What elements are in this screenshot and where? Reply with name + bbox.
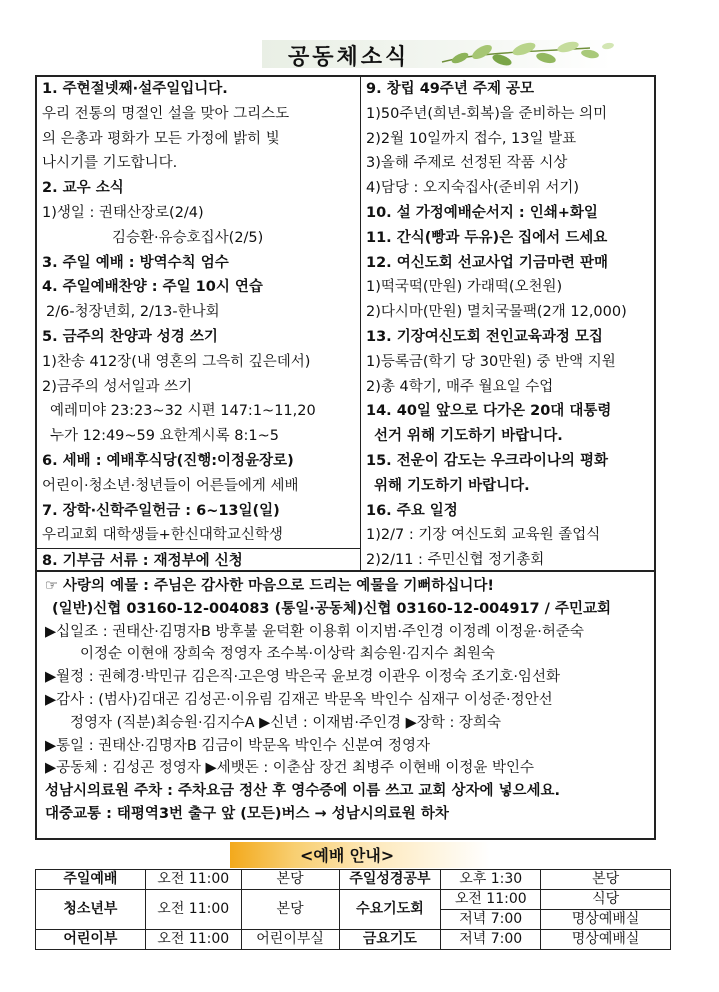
right-line: 4)담당 : 오지숙집사(준비위 서기) [366,180,579,197]
left-line: 4. 주일예배찬양 : 주일 10시 연습 [42,279,263,296]
right-line: 10. 설 가정예배순서지 : 인쇄+화일 [366,204,598,221]
worship-time: 오전 11:00 [145,930,241,950]
offering-line: ▶십일조 : 권태산·김명자B 방후불 윤덕환 이용휘 이지범·주인경 이정례 이정윤·허준숙 [45,623,584,640]
worship-time: 오전 11:00 [145,870,241,890]
worship-time: 오후 1:30 [441,870,541,890]
right-line: 9. 창립 49주년 주제 공모 [366,81,535,97]
worship-header [230,840,490,872]
right-line: 1)50주년(희년-회복)을 준비하는 의미 [366,105,608,122]
left-line: 7. 장학·신학주일헌금 : 6~13일(일) [42,502,280,519]
left-line: 1)생일 : 권태산장로(2/4) [42,204,204,221]
left-line: 어린이·청소년·청년들이 어른들에게 세배 [42,477,299,494]
worship-time: 오전 11:00 [145,890,241,930]
left-line: 나시기를 기도합니다. [42,155,178,172]
offering-line: 대중교통 : 태평역3번 출구 앞 (모든)버스 → 성남시의료원 하차 [45,805,449,822]
right-line: 16. 주요 일정 [366,502,458,519]
offering-line: ☞ 사랑의 예물 : 주님은 감사한 마음으로 드리는 예물을 기뻐하십니다! [45,578,495,594]
left-line: 6. 세배 : 예배후식당(진행:이정윤장로) [42,452,294,469]
offering-line: ▶공동체 : 김성곤 정영자 ▶세뱃돈 : 이춘삼 장건 최병주 이현배 이정윤 박인수 [45,760,534,777]
worship-time: 저녁 7:00 [441,910,541,930]
offering-line: ▶감사 : (범사)김대곤 김성곤·이유림 김재곤 박문옥 박인수 심재구 이성준·정안선 [45,691,553,708]
right-line: 15. 전운이 감도는 우크라이나의 평화 [366,452,608,469]
section-header [262,38,612,70]
worship-place: 식당 [541,890,671,910]
left-line: 우리교회 대학생들+한신대학교신학생 [37,523,360,549]
offering-line: 정영자 (직분)최승원·김지수A ▶신년 : 이재범·주인경 ▶장학 : 장희숙 [70,714,501,731]
left-line: 1)찬송 412장(내 영혼의 그윽히 깊은데서) [42,353,311,370]
right-line: 선거 위해 기도하기 바랍니다. [374,428,563,445]
right-line: 위해 기도하기 바랍니다. [374,477,530,494]
left-line: 1. 주현절넷째·설주일입니다. [42,81,228,97]
right-line: 1)등록금(학기 당 30만원) 중 반액 지원 [366,353,616,370]
table-row [36,870,671,890]
table-row [36,930,671,950]
left-line: 3. 주일 예배 : 방역수칙 엄수 [42,254,229,271]
worship-title: <예배 안내> [300,846,395,865]
table-row [36,890,671,910]
right-line: 2)다시마(만원) 멸치국물팩(2개 12,000) [366,304,627,321]
worship-name: 금요기도 [339,930,441,950]
offering-line: 이정순 이현애 장희숙 정영자 조수복·이상락 최승원·김지수 최원숙 [80,646,496,663]
offering-line: ▶통일 : 권태산·김명자B 김금이 박문옥 박인수 신분여 정영자 [45,737,431,754]
worship-place: 본당 [241,890,339,930]
worship-time: 저녁 7:00 [441,930,541,950]
worship-table [35,869,671,950]
right-line: 1)2/7 : 기장 여신도회 교육원 졸업식 [366,527,601,544]
worship-name: 어린이부 [36,930,146,950]
news-column-right [361,77,654,570]
news-column-left [37,77,361,570]
left-line: 8. 기부금 서류 : 재정부에 신청 [42,553,243,570]
worship-name: 청소년부 [36,890,146,930]
offering-line: (일반)신협 03160-12-004083 (통일·공동체)신협 03160-12-004917 / 주민교회 [52,600,612,617]
page-title: 공동체소식 [288,45,410,70]
worship-time: 오전 11:00 [441,890,541,910]
worship-name: 주일성경공부 [339,870,441,890]
worship-place: 본당 [541,870,671,890]
right-line: 14. 40일 앞으로 다가온 20대 대통령 [366,403,612,420]
worship-place: 명상예배실 [541,930,671,950]
right-line: 11. 간식(빵과 두유)은 집에서 드세요 [366,229,608,246]
leaf-decoration-icon [440,38,615,72]
offering-line: ▶월정 : 권혜경·박민규 김은직·고은영 박은국 윤보경 이관우 이정숙 조기호·임선화 [45,669,560,686]
offering-box [35,572,656,840]
left-line: 2/6-청장년회, 2/13-한나회 [46,304,220,321]
left-line: 2)금주의 성서일과 쓰기 [42,378,193,395]
left-line: 김승환·유승호집사(2/5) [112,229,264,246]
worship-place: 명상예배실 [541,910,671,930]
worship-name: 주일예배 [36,870,146,890]
worship-place: 본당 [241,870,339,890]
worship-place: 어린이부실 [241,930,339,950]
right-line: 2)2월 10일까지 접수, 13일 발표 [366,130,577,147]
right-line: 3)올해 주제로 선정된 작품 시상 [366,155,568,172]
left-line: 우리 전통의 명절인 설을 맞아 그리스도 [42,105,290,122]
right-line: 2)2/11 : 주민신협 정기총회 [366,552,545,569]
offering-line: 성남시의료원 주차 : 주차요금 정산 후 영수증에 이름 쓰고 교회 상자에 넣으세요. [45,783,561,800]
right-line: 13. 기장여신도회 전인교육과정 모집 [366,328,603,345]
left-line: 5. 금주의 찬양과 성경 쓰기 [42,328,218,345]
worship-name: 수요기도회 [339,890,441,930]
left-line: 예레미야 23:23~32 시편 147:1~11,20 [50,403,316,420]
left-line: 의 은총과 평화가 모든 가정에 밝히 빛 [42,130,280,147]
news-box [35,75,656,572]
left-line: 누가 12:49~59 요한계시록 8:1~5 [50,428,279,445]
left-line: 2. 교우 소식 [42,180,124,197]
right-line: 12. 여신도회 선교사업 기금마련 판매 [366,254,608,271]
right-line: 2)총 4학기, 매주 월요일 수업 [366,378,554,395]
right-line: 1)떡국떡(만원) 가래떡(오천원) [366,279,563,296]
